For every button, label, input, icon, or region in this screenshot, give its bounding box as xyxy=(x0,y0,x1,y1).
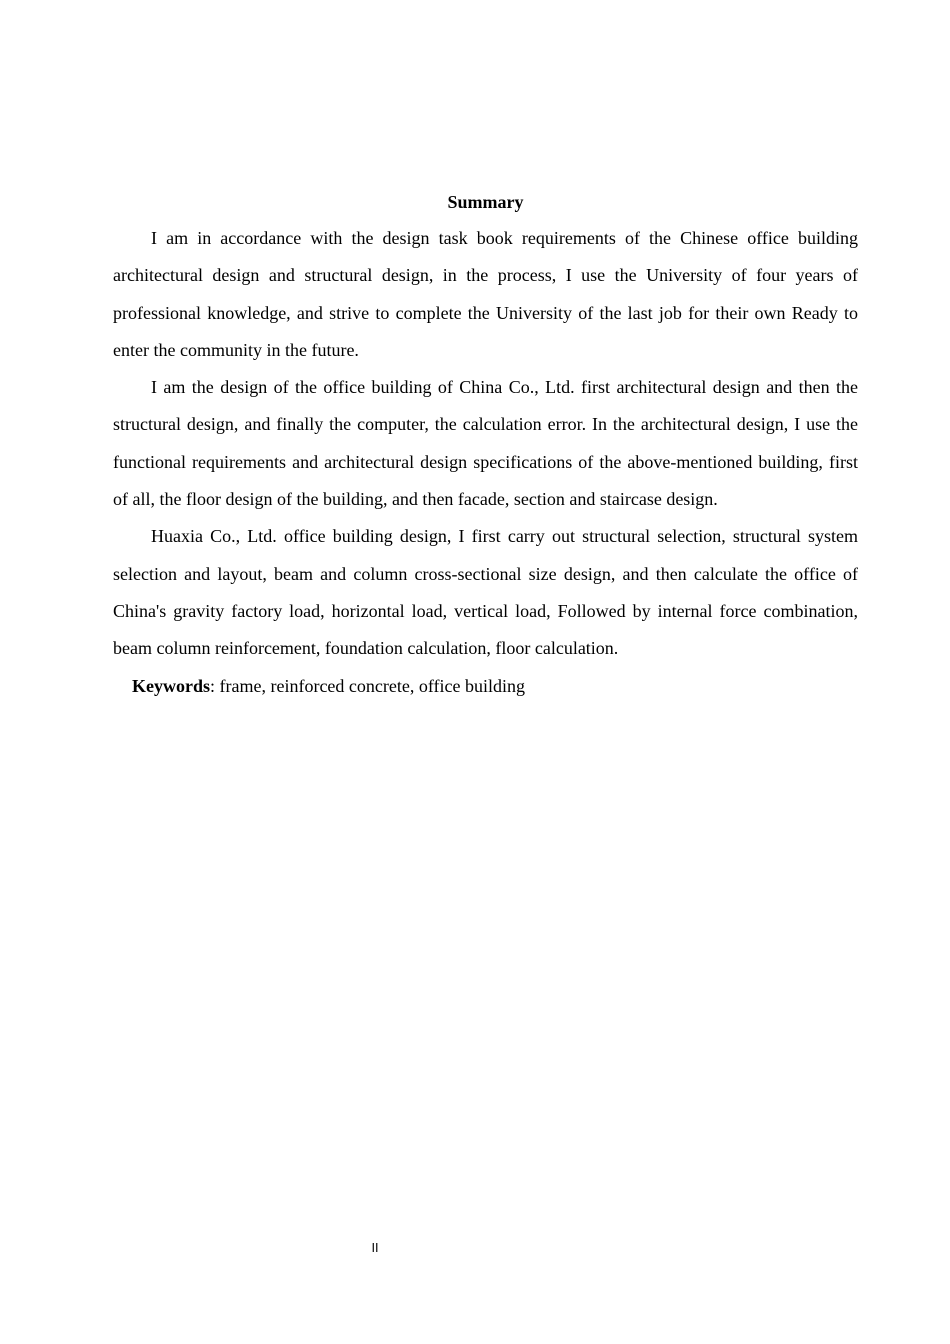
summary-paragraph-3: Huaxia Co., Ltd. office building design, I first carry out structural selection, structural system selection and layout, beam and column cross-sectional size design, and then calculate the office of China's gravity factory load, horizontal load, vertical load, Followed by internal force combination, beam column reinforcement, foundation calculation, floor calculation. xyxy=(113,526,858,659)
summary-paragraph-1: I am in accordance with the design task book requirements of the Chinese office building architectural design and structural design, in the process, I use the University of four years of professional knowledge, and strive to complete the University of the last job for their own Ready to enter the community in the future. xyxy=(113,228,858,360)
keywords-text: : frame, reinforced concrete, office building xyxy=(210,675,526,696)
page-number: II xyxy=(371,1241,379,1255)
summary-paragraph-2: I am the design of the office building of China Co., Ltd. first architectural design and then the structural design, and finally the computer, the calculation error. In the architectural design, I use the functional requirements and architectural design specifications of the above-mentioned building, first of all, the floor design of the building, and then facade, section and staircase design. xyxy=(113,377,858,510)
page-title: Summary xyxy=(447,192,524,212)
keywords-label: Keywords xyxy=(132,675,210,696)
keywords-line xyxy=(113,668,858,705)
document-body xyxy=(113,190,858,705)
